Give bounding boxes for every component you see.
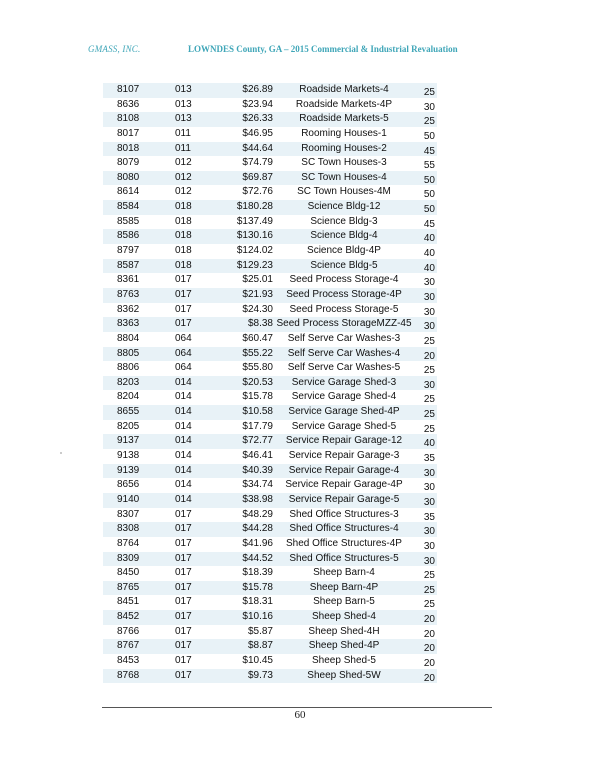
class-code: 018 bbox=[175, 259, 192, 271]
table-row bbox=[103, 98, 437, 113]
class-code: 017 bbox=[175, 625, 192, 637]
building-type: Service Garage Shed-5 bbox=[291, 420, 397, 432]
company-name: GMASS, INC. bbox=[88, 44, 141, 54]
building-code: 8450 bbox=[117, 567, 140, 579]
table-row bbox=[103, 185, 437, 200]
class-code: 014 bbox=[175, 450, 192, 462]
class-code: 011 bbox=[175, 127, 191, 139]
table-row bbox=[103, 610, 437, 625]
class-code: 014 bbox=[175, 391, 192, 403]
table-row bbox=[103, 639, 437, 654]
table-row bbox=[103, 464, 437, 479]
building-type: Seed Process Storage-5 bbox=[289, 303, 399, 315]
rate-value: $48.29 bbox=[242, 508, 273, 520]
table-row bbox=[103, 376, 437, 391]
rate-value: $46.41 bbox=[242, 450, 273, 462]
building-code: 8763 bbox=[117, 288, 140, 300]
life-years: 25 bbox=[423, 87, 435, 98]
building-code: 8806 bbox=[117, 362, 140, 374]
table-row bbox=[103, 273, 437, 288]
rate-value: $10.16 bbox=[242, 611, 273, 623]
class-code: 017 bbox=[175, 552, 192, 564]
rate-value: $44.52 bbox=[242, 552, 273, 564]
life-years: 25 bbox=[423, 409, 435, 421]
rate-value: $130.16 bbox=[236, 230, 273, 242]
rate-value: $21.93 bbox=[242, 288, 273, 300]
building-type: Service Repair Garage-4 bbox=[288, 464, 400, 476]
table-row bbox=[103, 361, 437, 376]
class-code: 017 bbox=[175, 596, 192, 608]
building-type: Rooming Houses-1 bbox=[301, 127, 387, 139]
page-number: 60 bbox=[294, 709, 306, 721]
table-row bbox=[103, 478, 437, 493]
table-row bbox=[103, 390, 437, 405]
table-row bbox=[103, 288, 437, 303]
life-years: 50 bbox=[423, 204, 435, 216]
rate-value: $44.64 bbox=[242, 142, 273, 154]
life-years: 30 bbox=[423, 496, 435, 508]
building-code: 8108 bbox=[117, 113, 140, 125]
class-code: 017 bbox=[175, 508, 192, 520]
table-row bbox=[103, 537, 437, 552]
building-type: SC Town Houses-4M bbox=[297, 186, 391, 198]
building-type: Service Garage Shed-3 bbox=[291, 376, 397, 388]
table-row bbox=[103, 244, 437, 259]
building-code: 8585 bbox=[117, 215, 140, 227]
class-code: 011 bbox=[175, 142, 191, 154]
table-row bbox=[103, 625, 437, 640]
building-type: Service Garage Shed-4 bbox=[291, 391, 397, 403]
life-years: 30 bbox=[423, 321, 435, 333]
class-code: 014 bbox=[175, 376, 192, 388]
class-code: 018 bbox=[175, 201, 192, 213]
building-code: 8655 bbox=[117, 406, 140, 418]
life-years: 30 bbox=[423, 101, 435, 113]
table-row bbox=[103, 259, 437, 274]
building-code: 8797 bbox=[117, 245, 140, 257]
class-code: 017 bbox=[175, 274, 192, 286]
rate-value: $72.77 bbox=[242, 435, 273, 447]
building-type: Sheep Shed-5W bbox=[307, 669, 381, 681]
class-code: 014 bbox=[175, 464, 192, 476]
building-code: 8308 bbox=[117, 523, 140, 535]
class-code: 064 bbox=[175, 332, 192, 344]
class-code: 014 bbox=[175, 420, 192, 432]
table-row bbox=[103, 552, 437, 567]
building-code: 8614 bbox=[117, 186, 140, 198]
class-code: 017 bbox=[175, 654, 192, 666]
building-code: 8765 bbox=[117, 581, 140, 593]
building-type: Service Repair Garage-12 bbox=[285, 435, 403, 447]
table-row bbox=[103, 566, 437, 581]
life-years: 45 bbox=[423, 218, 435, 230]
life-years: 20 bbox=[423, 350, 435, 362]
table-row bbox=[103, 112, 437, 127]
rate-value: $60.47 bbox=[242, 332, 273, 344]
table-row bbox=[103, 303, 437, 318]
rate-value: $17.79 bbox=[242, 420, 273, 432]
life-years: 25 bbox=[423, 599, 435, 611]
rate-value: $26.89 bbox=[242, 84, 273, 95]
building-type: Service Repair Garage-4P bbox=[285, 479, 403, 491]
class-code: 017 bbox=[175, 318, 192, 330]
rate-value: $26.33 bbox=[242, 113, 273, 125]
building-type: Self Serve Car Washes-5 bbox=[287, 362, 401, 374]
building-code: 8451 bbox=[117, 596, 140, 608]
building-type: Shed Office Structures-3 bbox=[289, 508, 399, 520]
rate-value: $55.22 bbox=[242, 347, 273, 359]
class-code: 017 bbox=[175, 581, 192, 593]
building-type: Science Bldg-4P bbox=[307, 245, 381, 257]
class-code: 012 bbox=[175, 171, 192, 183]
building-type: Self Serve Car Washes-3 bbox=[287, 332, 401, 344]
life-years: 45 bbox=[423, 145, 435, 157]
life-years: 35 bbox=[423, 453, 435, 465]
rate-value: $18.39 bbox=[242, 567, 273, 579]
cost-schedule-table bbox=[103, 83, 437, 683]
class-code: 013 bbox=[175, 113, 192, 125]
building-code: 8636 bbox=[117, 98, 140, 110]
building-type: Sheep Barn-5 bbox=[313, 596, 375, 608]
building-type: Roadside Markets-4P bbox=[295, 98, 393, 110]
rate-value: $10.58 bbox=[242, 406, 273, 418]
rate-value: $34.74 bbox=[242, 479, 273, 491]
class-code: 064 bbox=[175, 347, 192, 359]
life-years: 20 bbox=[423, 657, 435, 669]
building-type: Science Bldg-12 bbox=[307, 201, 381, 213]
rate-value: $69.87 bbox=[242, 171, 273, 183]
rate-value: $44.28 bbox=[242, 523, 273, 535]
class-code: 014 bbox=[175, 493, 192, 505]
life-years: 30 bbox=[423, 291, 435, 303]
life-years: 20 bbox=[423, 628, 435, 640]
table-row bbox=[103, 317, 437, 332]
class-code: 017 bbox=[175, 567, 192, 579]
table-row bbox=[103, 142, 437, 157]
rate-value: $55.80 bbox=[242, 362, 273, 374]
life-years: 30 bbox=[423, 526, 435, 538]
life-years: 50 bbox=[423, 174, 435, 186]
life-years: 25 bbox=[423, 365, 435, 377]
table-row bbox=[103, 581, 437, 596]
scan-speck bbox=[60, 452, 62, 454]
building-type: Seed Process StorageMZZ-45 bbox=[276, 318, 412, 330]
life-years: 30 bbox=[423, 540, 435, 552]
table-row bbox=[103, 215, 437, 230]
rate-value: $129.23 bbox=[236, 259, 273, 271]
class-code: 017 bbox=[175, 640, 192, 652]
building-code: 9137 bbox=[117, 435, 140, 447]
life-years: 50 bbox=[423, 189, 435, 201]
class-code: 017 bbox=[175, 611, 192, 623]
rate-value: $74.79 bbox=[242, 157, 273, 169]
class-code: 014 bbox=[175, 435, 192, 447]
building-code: 8363 bbox=[117, 318, 140, 330]
class-code: 017 bbox=[175, 669, 192, 681]
life-years: 30 bbox=[423, 306, 435, 318]
class-code: 018 bbox=[175, 245, 192, 257]
building-code: 8584 bbox=[117, 201, 140, 213]
building-type: Sheep Shed-4 bbox=[312, 611, 376, 623]
rate-value: $8.87 bbox=[247, 640, 273, 652]
table-row bbox=[103, 332, 437, 347]
rate-value: $72.76 bbox=[242, 186, 273, 198]
life-years: 25 bbox=[423, 423, 435, 435]
life-years: 40 bbox=[423, 262, 435, 274]
class-code: 012 bbox=[175, 157, 192, 169]
rate-value: $18.31 bbox=[242, 596, 273, 608]
building-code: 9139 bbox=[117, 464, 140, 476]
building-type: Roadside Markets-4 bbox=[299, 84, 389, 95]
document-title: LOWNDES County, GA – 2015 Commercial & Industrial Revaluation bbox=[188, 44, 458, 54]
table-row bbox=[103, 156, 437, 171]
building-code: 8361 bbox=[117, 274, 140, 286]
table-row bbox=[103, 229, 437, 244]
rate-value: $24.30 bbox=[242, 303, 273, 315]
rate-value: $46.95 bbox=[242, 127, 273, 139]
table-row bbox=[103, 347, 437, 362]
building-type: Seed Process Storage-4 bbox=[289, 274, 399, 286]
class-code: 018 bbox=[175, 230, 192, 242]
rate-value: $124.02 bbox=[236, 245, 273, 257]
building-type: Seed Process Storage-4P bbox=[286, 288, 402, 300]
life-years: 50 bbox=[423, 130, 435, 142]
building-type: SC Town Houses-3 bbox=[301, 157, 387, 169]
life-years: 40 bbox=[423, 233, 435, 245]
building-code: 8203 bbox=[117, 376, 140, 388]
building-type: Service Repair Garage-5 bbox=[288, 493, 400, 505]
rate-value: $9.73 bbox=[247, 669, 273, 681]
life-years: 20 bbox=[423, 643, 435, 655]
building-type: Sheep Shed-4H bbox=[308, 625, 380, 637]
building-code: 8453 bbox=[117, 654, 140, 666]
building-type: Science Bldg-4 bbox=[310, 230, 378, 242]
table-row bbox=[103, 449, 437, 464]
footer-divider bbox=[102, 707, 492, 708]
building-type: Science Bldg-3 bbox=[310, 215, 378, 227]
class-code: 017 bbox=[175, 523, 192, 535]
life-years: 25 bbox=[423, 570, 435, 582]
life-years: 25 bbox=[423, 335, 435, 347]
table-row bbox=[103, 669, 437, 684]
class-code: 064 bbox=[175, 362, 192, 374]
building-type: Roadside Markets-5 bbox=[299, 113, 389, 125]
building-type: Service Garage Shed-4P bbox=[288, 406, 400, 418]
class-code: 018 bbox=[175, 215, 192, 227]
building-code: 8205 bbox=[117, 420, 140, 432]
building-type: Rooming Houses-2 bbox=[301, 142, 387, 154]
class-code: 017 bbox=[175, 537, 192, 549]
building-type: Shed Office Structures-4P bbox=[286, 537, 402, 549]
table-row bbox=[103, 654, 437, 669]
building-code: 8079 bbox=[117, 157, 140, 169]
life-years: 30 bbox=[423, 277, 435, 289]
rate-value: $23.94 bbox=[242, 98, 273, 110]
rate-value: $5.87 bbox=[247, 625, 273, 637]
rate-value: $10.45 bbox=[242, 654, 273, 666]
rate-value: $8.38 bbox=[247, 318, 273, 330]
life-years: 40 bbox=[423, 438, 435, 450]
table-row bbox=[103, 127, 437, 142]
building-code: 8204 bbox=[117, 391, 140, 403]
table-row bbox=[103, 595, 437, 610]
building-type: Service Repair Garage-3 bbox=[288, 450, 400, 462]
rate-value: $41.96 bbox=[242, 537, 273, 549]
class-code: 012 bbox=[175, 186, 192, 198]
building-code: 8656 bbox=[117, 479, 140, 491]
table-row bbox=[103, 200, 437, 215]
building-code: 8764 bbox=[117, 537, 140, 549]
building-type: Self Serve Car Washes-4 bbox=[287, 347, 401, 359]
building-code: 9138 bbox=[117, 450, 140, 462]
building-code: 9140 bbox=[117, 493, 140, 505]
building-type: Sheep Barn-4 bbox=[313, 567, 375, 579]
class-code: 014 bbox=[175, 479, 192, 491]
life-years: 25 bbox=[423, 394, 435, 406]
life-years: 40 bbox=[423, 248, 435, 260]
life-years: 30 bbox=[423, 555, 435, 567]
rate-value: $40.39 bbox=[242, 464, 273, 476]
life-years: 20 bbox=[423, 672, 435, 684]
building-code: 8080 bbox=[117, 171, 140, 183]
life-years: 55 bbox=[423, 160, 435, 172]
table-row bbox=[103, 420, 437, 435]
building-code: 8768 bbox=[117, 669, 140, 681]
class-code: 014 bbox=[175, 406, 192, 418]
building-type: Sheep Shed-5 bbox=[312, 654, 376, 666]
building-code: 8017 bbox=[117, 127, 140, 139]
building-code: 8766 bbox=[117, 625, 140, 637]
life-years: 25 bbox=[423, 116, 435, 128]
class-code: 013 bbox=[175, 84, 192, 95]
life-years: 25 bbox=[423, 584, 435, 596]
life-years: 30 bbox=[423, 482, 435, 494]
rate-value: $137.49 bbox=[236, 215, 273, 227]
table-row bbox=[103, 434, 437, 449]
building-code: 8804 bbox=[117, 332, 140, 344]
life-years: 30 bbox=[423, 467, 435, 479]
rate-value: $20.53 bbox=[242, 376, 273, 388]
building-code: 8805 bbox=[117, 347, 140, 359]
table-row bbox=[103, 83, 437, 98]
class-code: 013 bbox=[175, 98, 192, 110]
table-row bbox=[103, 171, 437, 186]
rate-value: $38.98 bbox=[242, 493, 273, 505]
building-code: 8586 bbox=[117, 230, 140, 242]
rate-value: $15.78 bbox=[242, 391, 273, 403]
building-code: 8307 bbox=[117, 508, 140, 520]
building-type: Shed Office Structures-5 bbox=[289, 552, 399, 564]
rate-value: $25.01 bbox=[242, 274, 273, 286]
building-code: 8362 bbox=[117, 303, 140, 315]
building-code: 8587 bbox=[117, 259, 140, 271]
building-code: 8018 bbox=[117, 142, 140, 154]
building-type: Sheep Barn-4P bbox=[309, 581, 379, 593]
class-code: 017 bbox=[175, 303, 192, 315]
life-years: 20 bbox=[423, 614, 435, 626]
building-type: Science Bldg-5 bbox=[310, 259, 378, 271]
table-row bbox=[103, 522, 437, 537]
building-code: 8107 bbox=[117, 84, 140, 95]
class-code: 017 bbox=[175, 288, 192, 300]
building-code: 8767 bbox=[117, 640, 140, 652]
table-row bbox=[103, 493, 437, 508]
life-years: 30 bbox=[423, 379, 435, 391]
building-code: 8309 bbox=[117, 552, 140, 564]
rate-value: $180.28 bbox=[236, 201, 273, 213]
building-type: Sheep Shed-4P bbox=[308, 640, 380, 652]
building-code: 8452 bbox=[117, 611, 140, 623]
building-type: Shed Office Structures-4 bbox=[289, 523, 399, 535]
building-type: SC Town Houses-4 bbox=[301, 171, 387, 183]
life-years: 35 bbox=[423, 511, 435, 523]
rate-value: $15.78 bbox=[242, 581, 273, 593]
table-row bbox=[103, 508, 437, 523]
table-row bbox=[103, 405, 437, 420]
